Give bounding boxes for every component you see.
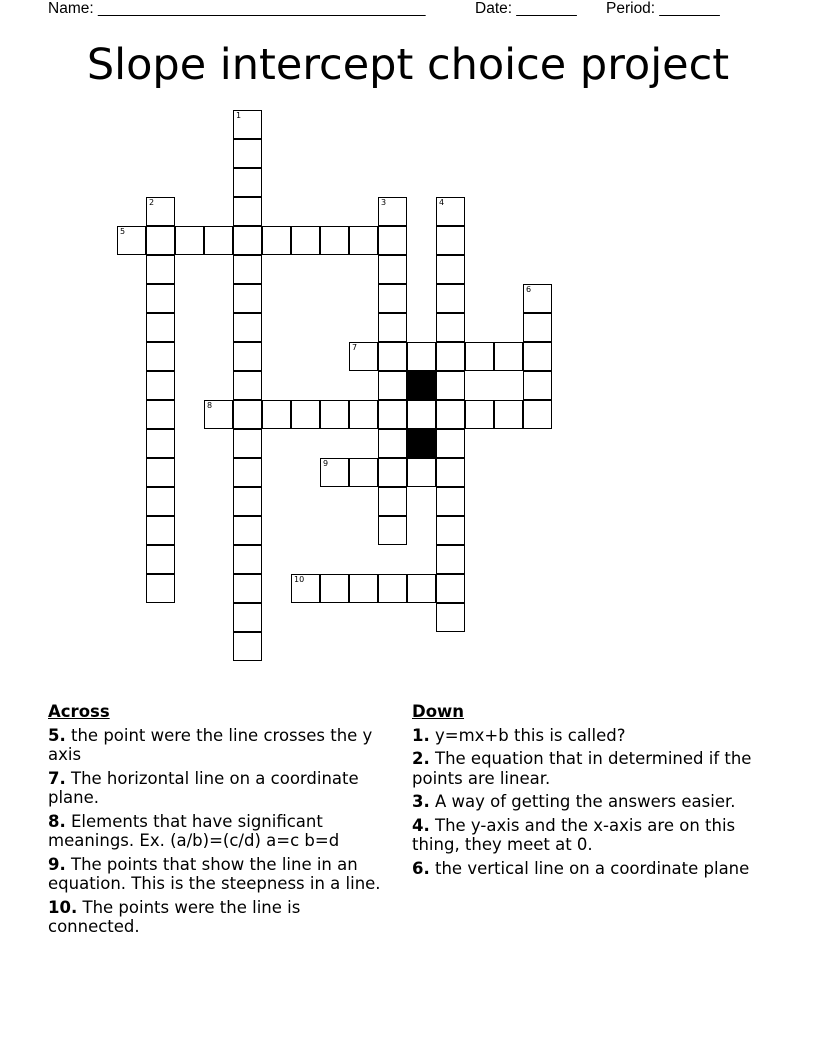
cell-number: 7 <box>352 342 358 352</box>
clue-number: 3. <box>412 792 430 811</box>
cell-number: 5 <box>120 226 126 236</box>
answer-cell[interactable] <box>233 255 262 284</box>
down-clue <box>412 859 762 879</box>
clue-number: 10. <box>48 897 78 917</box>
answer-cell[interactable] <box>378 487 407 516</box>
answer-cell[interactable] <box>407 574 436 603</box>
clue-text: the vertical line on a coordinate plane <box>435 858 750 878</box>
clue-text: The y-axis and the x-axis are on this thing, they meet at 0. <box>412 815 736 854</box>
answer-cell[interactable] <box>349 400 378 429</box>
across-clues-section <box>48 702 393 941</box>
answer-cell[interactable] <box>436 574 465 603</box>
across-clue <box>48 769 393 808</box>
answer-cell[interactable] <box>204 400 233 429</box>
blocked-cell <box>407 429 436 458</box>
cell-number: 6 <box>526 284 532 294</box>
answer-cell[interactable] <box>523 342 552 371</box>
answer-cell[interactable] <box>233 139 262 168</box>
down-clue <box>412 749 762 788</box>
answer-cell[interactable] <box>436 545 465 574</box>
answer-cell[interactable] <box>146 458 175 487</box>
answer-cell[interactable] <box>349 574 378 603</box>
date-field-label: Date: _______ <box>475 0 577 17</box>
answer-cell[interactable] <box>291 400 320 429</box>
answer-cell[interactable] <box>494 342 523 371</box>
answer-cell[interactable] <box>233 632 262 661</box>
answer-cell[interactable] <box>523 284 552 313</box>
answer-cell[interactable] <box>378 342 407 371</box>
answer-cell[interactable] <box>262 400 291 429</box>
answer-cell[interactable] <box>146 516 175 545</box>
answer-cell[interactable] <box>436 255 465 284</box>
answer-cell[interactable] <box>465 400 494 429</box>
clue-number: 2. <box>412 749 430 768</box>
answer-cell[interactable] <box>146 371 175 400</box>
answer-cell[interactable] <box>320 400 349 429</box>
answer-cell[interactable] <box>146 255 175 284</box>
down-clues-section <box>412 702 762 882</box>
answer-cell[interactable] <box>262 226 291 255</box>
answer-cell[interactable] <box>465 342 494 371</box>
answer-cell[interactable] <box>233 487 262 516</box>
clue-text: The horizontal line on a coordinate plane. <box>48 768 359 807</box>
answer-cell[interactable] <box>233 342 262 371</box>
answer-cell[interactable] <box>378 371 407 400</box>
answer-cell[interactable] <box>436 342 465 371</box>
clue-number: 7. <box>48 768 66 788</box>
answer-cell[interactable] <box>378 400 407 429</box>
answer-cell[interactable] <box>407 400 436 429</box>
answer-cell[interactable] <box>436 226 465 255</box>
clue-text: the point were the line crosses the y axis <box>48 725 373 764</box>
puzzle-title: Slope intercept choice project <box>86 40 730 90</box>
answer-cell[interactable] <box>233 603 262 632</box>
answer-cell[interactable] <box>378 574 407 603</box>
answer-cell[interactable] <box>436 197 465 226</box>
answer-cell[interactable] <box>146 545 175 574</box>
answer-cell[interactable] <box>436 284 465 313</box>
answer-cell[interactable] <box>146 226 175 255</box>
answer-cell[interactable] <box>233 371 262 400</box>
answer-cell[interactable] <box>146 284 175 313</box>
clue-text: The points were the line is connected. <box>48 897 301 936</box>
answer-cell[interactable] <box>349 342 378 371</box>
answer-cell[interactable] <box>378 313 407 342</box>
answer-cell[interactable] <box>378 458 407 487</box>
answer-cell[interactable] <box>175 226 204 255</box>
answer-cell[interactable] <box>378 516 407 545</box>
answer-cell[interactable] <box>436 516 465 545</box>
clue-text: The points that show the line in an equation. This is the steepness in a line. <box>48 854 381 893</box>
answer-cell[interactable] <box>436 458 465 487</box>
answer-cell[interactable] <box>436 487 465 516</box>
answer-cell[interactable] <box>117 226 146 255</box>
period-field-label: Period: _______ <box>606 0 720 17</box>
answer-cell[interactable] <box>233 110 262 139</box>
answer-cell[interactable] <box>436 313 465 342</box>
answer-cell[interactable] <box>233 574 262 603</box>
across-clue <box>48 898 393 937</box>
across-clue <box>48 855 393 894</box>
cell-number: 10 <box>294 574 305 584</box>
clue-number: 8. <box>48 811 66 831</box>
answer-cell[interactable] <box>233 516 262 545</box>
answer-cell[interactable] <box>523 400 552 429</box>
answer-cell[interactable] <box>407 458 436 487</box>
across-clue <box>48 726 393 765</box>
answer-cell[interactable] <box>378 429 407 458</box>
answer-cell[interactable] <box>233 313 262 342</box>
cell-number: 4 <box>439 197 445 207</box>
down-clue <box>412 816 762 855</box>
answer-cell[interactable] <box>146 342 175 371</box>
blocked-cell <box>407 371 436 400</box>
cell-number: 3 <box>381 197 387 207</box>
answer-cell[interactable] <box>233 226 262 255</box>
clue-number: 9. <box>48 854 66 874</box>
cell-number: 8 <box>207 400 213 410</box>
answer-cell[interactable] <box>349 226 378 255</box>
answer-cell[interactable] <box>378 284 407 313</box>
answer-cell[interactable] <box>291 574 320 603</box>
clue-number: 4. <box>412 815 430 835</box>
answer-cell[interactable] <box>378 226 407 255</box>
answer-cell[interactable] <box>291 226 320 255</box>
answer-cell[interactable] <box>233 400 262 429</box>
cell-number: 1 <box>236 110 242 120</box>
answer-cell[interactable] <box>320 458 349 487</box>
answer-cell[interactable] <box>378 255 407 284</box>
answer-cell[interactable] <box>146 487 175 516</box>
answer-cell[interactable] <box>146 574 175 603</box>
answer-cell[interactable] <box>204 226 233 255</box>
across-heading: Across <box>48 702 110 721</box>
answer-cell[interactable] <box>523 371 552 400</box>
answer-cell[interactable] <box>320 574 349 603</box>
down-heading: Down <box>412 702 465 721</box>
answer-cell[interactable] <box>378 197 407 226</box>
answer-cell[interactable] <box>407 342 436 371</box>
across-clue <box>48 812 393 851</box>
answer-cell[interactable] <box>436 603 465 632</box>
answer-cell[interactable] <box>233 458 262 487</box>
answer-cell[interactable] <box>233 429 262 458</box>
clue-number: 6. <box>412 858 430 878</box>
clue-text: y=mx+b this is called? <box>435 725 626 745</box>
answer-cell[interactable] <box>146 197 175 226</box>
down-clue <box>412 726 762 746</box>
clue-number: 1. <box>412 725 430 745</box>
answer-cell[interactable] <box>436 371 465 400</box>
answer-cell[interactable] <box>349 458 378 487</box>
down-clue <box>412 792 762 812</box>
clue-text: Elements that have significant meanings. Ex. (a/b)=(c/d) a=c b=d <box>48 811 340 850</box>
cell-number: 9 <box>323 458 329 468</box>
answer-cell[interactable] <box>146 400 175 429</box>
answer-cell[interactable] <box>146 313 175 342</box>
cell-number: 2 <box>149 197 155 207</box>
answer-cell[interactable] <box>320 226 349 255</box>
answer-cell[interactable] <box>494 400 523 429</box>
answer-cell[interactable] <box>146 429 175 458</box>
answer-cell[interactable] <box>233 197 262 226</box>
answer-cell[interactable] <box>233 284 262 313</box>
clue-number: 5. <box>48 725 66 745</box>
clue-text: A way of getting the answers easier. <box>435 792 736 811</box>
answer-cell[interactable] <box>436 429 465 458</box>
answer-cell[interactable] <box>523 313 552 342</box>
answer-cell[interactable] <box>233 168 262 197</box>
answer-cell[interactable] <box>436 400 465 429</box>
answer-cell[interactable] <box>233 545 262 574</box>
name-field-label: Name: ______________________________________ <box>48 0 426 17</box>
clue-text: The equation that in determined if the points are linear. <box>412 749 752 788</box>
